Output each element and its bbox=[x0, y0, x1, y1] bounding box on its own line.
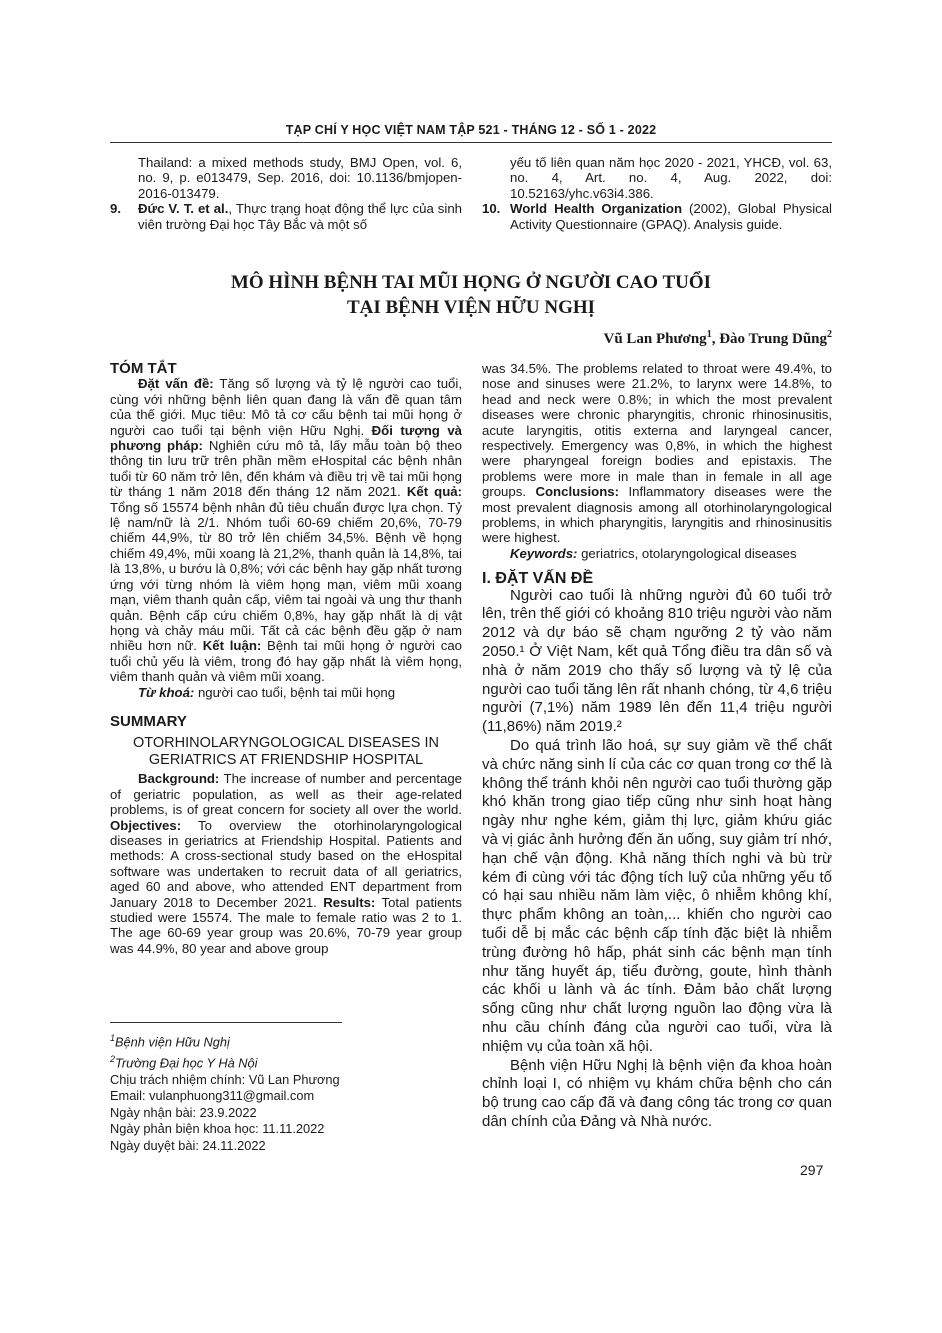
reference-authors: Đức V. T. et al. bbox=[138, 201, 229, 217]
header-divider bbox=[110, 142, 832, 143]
corresponding-author: Chịu trách nhiệm chính: Vũ Lan Phương bbox=[110, 1071, 340, 1087]
reference-authors: World Health Organization bbox=[510, 201, 682, 217]
abstract-results-text: Tổng số 15574 bệnh nhân đủ tiêu chuẩn được lựa chọn. Tỷ lệ nam/nữ là 2/1. Nhóm tuổi 60-69 chiếm 20,6%, 70-79 chiếm 44,9%, từ 80 trở lên chiếm 34,5%. Bệnh về họng chiếm 49,4%, mũi xoang là 21,2%, thanh quản là 14,8%, tai là 13,8%, u bướu là 0,8%; với các bệnh hay gặp nhất tương ứng với từng nhóm là viêm họng mạn, viêm mũi xoang mạn, viêm thanh quản cấp, viêm tai ngoài và ung thư thanh quản. Bệnh cấp cứu chiếm 0,8%, hay gặp nhất là dị vật họng và chảy máu mũi. Tất cả các bệnh đều gặp ở nam nhiều hơn nữ. bbox=[110, 499, 462, 654]
references-right bbox=[482, 155, 832, 232]
summary-objectives-text: To overview the otorhinolaryngological diseases in geriatrics at Friendship Hospital. Patients and methods: A cross-sectional study based on the eHospital software was undertaken to recruit data of all geriatrics, aged 60 and above, who attended ENT department from January 2018 to December 2021. bbox=[110, 817, 462, 910]
summary-conclusions-label: Conclusions: bbox=[535, 484, 619, 500]
reference-number: 9. bbox=[110, 201, 121, 217]
page-number: 297 bbox=[800, 1162, 824, 1178]
footnotes bbox=[110, 1030, 462, 1154]
date-accepted: Ngày duyệt bài: 24.11.2022 bbox=[110, 1137, 266, 1153]
keywords-text: người cao tuổi, bệnh tai mũi họng bbox=[194, 684, 396, 700]
summary-body-right bbox=[482, 361, 832, 546]
journal-header: TẠP CHÍ Y HỌC VIỆT NAM TẬP 521 - THÁNG 12 - SỐ 1 - 2022 bbox=[285, 123, 657, 137]
abstract-vi-keywords bbox=[110, 685, 462, 700]
reference-text: , Thực trạng hoạt động thể lực của sinh viên trường Đại học Tây Bắc và một số bbox=[138, 201, 462, 232]
abstract-background-text: Tăng số lượng và tỷ lệ người cao tuổi, cùng với những bệnh liên quan đang là vấn đề quan tâm của thế giới. Mục tiêu: Mô tả cơ cấu bệnh tai mũi họng ở người cao tuổi tại bệnh viện Hữu Nghị. bbox=[110, 376, 462, 438]
summary-keywords bbox=[482, 546, 832, 561]
abstract-vi-heading: TÓM TẮT bbox=[110, 360, 177, 377]
abstract-results-label: Kết quả: bbox=[406, 484, 462, 500]
abstract-conclusion-label: Kết luận: bbox=[202, 638, 262, 654]
author-1-affiliation: 1 bbox=[706, 329, 712, 340]
article-title-line-1: MÔ HÌNH BỆNH TAI MŨI HỌNG Ở NGƯỜI CAO TUỔI bbox=[230, 272, 712, 293]
authors bbox=[604, 329, 833, 348]
abstract-vi-body bbox=[110, 376, 462, 684]
summary-results-text: Total patients studied were 15574. The male to female ratio was 2 to 1. The age 60-69 year group was 20.6%, 70-79 year group was 44.9%, 80 year and above group bbox=[110, 894, 462, 956]
reference-8-continuation: Thailand: a mixed methods study, BMJ Open, vol. 6, no. 9, p. e013479, Sep. 2016, doi: 10.1136/bmjopen-2016-013479. bbox=[138, 155, 462, 201]
summary-results-label: Results: bbox=[323, 894, 376, 910]
author-1: Vũ Lan Phương bbox=[603, 331, 707, 347]
date-received: Ngày nhận bài: 23.9.2022 bbox=[110, 1104, 257, 1120]
references-left bbox=[110, 155, 462, 232]
reference-9 bbox=[110, 201, 462, 232]
reference-number: 10. bbox=[482, 201, 501, 217]
reference-10 bbox=[482, 201, 832, 232]
introduction-paragraph-1: Người cao tuổi là những người đủ 60 tuổi trở lên, trên thế giới có khoảng 810 triệu người vào năm 2012 và dự báo sẽ chạm ngưỡng 2 tỷ vào năm 2050.¹ Ở Việt Nam, kết quả Tổng điều tra dân số và nhà ở năm 2019 cho thấy số lượng và tỷ lệ của người cao tuổi tăng lên rất nhanh chóng, từ 4,6 triệu người (7,1%) năm 1989 lên đến 11,4 triệu người (11,86%) năm 2019.² bbox=[482, 586, 832, 736]
author-2-affiliation: 2 bbox=[827, 329, 832, 340]
date-reviewed: Ngày phản biện khoa học: 11.11.2022 bbox=[110, 1121, 325, 1137]
summary-background-text: The increase of number and percentage of geriatric population, as well as their age-related problems, is of great concern for society all over the world. bbox=[110, 771, 462, 818]
article-title bbox=[110, 270, 832, 320]
summary-body-left bbox=[110, 771, 462, 956]
author-separator: , bbox=[711, 331, 720, 347]
abstract-methods-label: Đối tượng và phương pháp: bbox=[110, 422, 462, 454]
summary-subtitle: OTORHINOLARYNGOLOGICAL DISEASES IN GERIATRICS AT FRIENDSHIP HOSPITAL bbox=[133, 735, 439, 769]
footnote-divider bbox=[110, 1022, 342, 1023]
abstract-conclusion-text: Bệnh tai mũi họng ở người cao tuổi chủ yếu là viêm, trong đó hay gặp nhất là viêm họng, viêm thanh quản và viêm mũi xoang. bbox=[110, 638, 462, 685]
reference-text: (2002), Global Physical Activity Questionnaire (GPAQ). Analysis guide. bbox=[510, 201, 832, 232]
affiliation-2: $^2$Trường Đại học Y Hà Nội bbox=[110, 1053, 258, 1071]
abstract-methods-text: Nghiên cứu mô tả, lấy mẫu toàn bộ theo thông tin lưu trữ trên phần mềm eHospital các bệnh nhân tuổi từ 60 năm trở lên, đến khám và điều trị về tai mũi họng từ tháng 1 năm 2018 đến tháng 12 năm 2021. bbox=[110, 438, 462, 500]
introduction-heading: I. ĐẶT VẤN ĐỀ bbox=[482, 570, 594, 588]
abstract-background-label: Đặt vấn đề: bbox=[138, 376, 214, 392]
content-column-right bbox=[482, 361, 832, 1132]
affiliation-1: $^1$Bệnh viện Hữu Nghị bbox=[110, 1033, 230, 1050]
introduction-paragraph-3: Bệnh viện Hữu Nghị là bệnh viện đa khoa hoàn chỉnh loại I, có nhiệm vụ khám chữa bệnh cho cán bộ trung cao cấp đã và đang công tác trong cơ quan dân chính của Đảng và Nhà nước. bbox=[482, 1056, 832, 1130]
abstract-column-left bbox=[110, 361, 462, 956]
corresponding-email: Email: vulanphuong311@gmail.com bbox=[110, 1088, 315, 1104]
summary-background-label: Background: bbox=[138, 771, 220, 787]
keywords-label: Keywords: bbox=[510, 545, 578, 561]
summary-results-continuation: was 34.5%. The problems related to throat were 49.4%, to nose and sinuses were 21.2%, to larynx were 14.8%, to head and neck were 0.8%; in which the most prevalent diseases were chronic pharyngitis, chronic rhinosinusitis, acute laryngitis, otitis externa and laryngeal cancer, respectively. Emergency was 0,8%, in which the highest were pharyngeal foreign bodies and epistaxis. The problems were more in male than in female in all age groups. bbox=[482, 361, 832, 500]
keywords-label: Từ khoá: bbox=[138, 684, 195, 700]
summary-conclusions-text: Inflammatory diseases were the most prevalent diagnosis among all otorhinolaryngological problems, in which pharyngitis, laryngitis and rhinosinusitis were highest. bbox=[482, 484, 832, 546]
summary-objectives-label: Objectives: bbox=[110, 817, 182, 833]
article-title-line-2: TẠI BỆNH VIỆN HỮU NGHỊ bbox=[346, 297, 596, 318]
keywords-text: geriatrics, otolaryngological diseases bbox=[577, 545, 797, 561]
reference-9-continuation: yếu tố liên quan năm học 2020 - 2021, YHCĐ, vol. 63, no. 4, Art. no. 4, Aug. 2022, doi: 10.52163/yhc.v63i4.386. bbox=[510, 155, 832, 201]
introduction-paragraph-2: Do quá trình lão hoá, sự suy giảm về thể chất và chức năng sinh lí của các cơ quan trong cơ thể là không thể tránh khỏi nên người cao tuổi thường gặp khó khăn trong giao tiếp cũng như sinh hoạt hàng ngày như nghe kém, giảm thị lực, giảm khứu giác và vị giác ảnh hưởng đến ăn uống, suy giảm trí nhớ, hạn chế vận động. Khả năng thích nghi và bù trừ kém đi cùng với tác động tích luỹ của những yếu tố có hại sau nhiều năm làm việc, ô nhiễm không khí, thực phẩm không an toàn,... khiến cho người cao tuổi dễ bị mắc các bệnh cấp tính đặc biệt là nhiễm trùng đường hô hấp, phát sinh các bệnh mạn tính như tăng huyết áp, tiểu đường, goute, hình thành các khối u lành và ác tính. Đảm bảo chất lượng sống cũng như chất lượng nguồn lao động vừa là nhu cầu chính đáng của người cao tuổi, vừa là nhiệm vụ của toàn xã hội. bbox=[482, 737, 832, 1055]
summary-heading: SUMMARY bbox=[110, 712, 187, 730]
author-2: Đào Trung Dũng bbox=[719, 331, 827, 347]
